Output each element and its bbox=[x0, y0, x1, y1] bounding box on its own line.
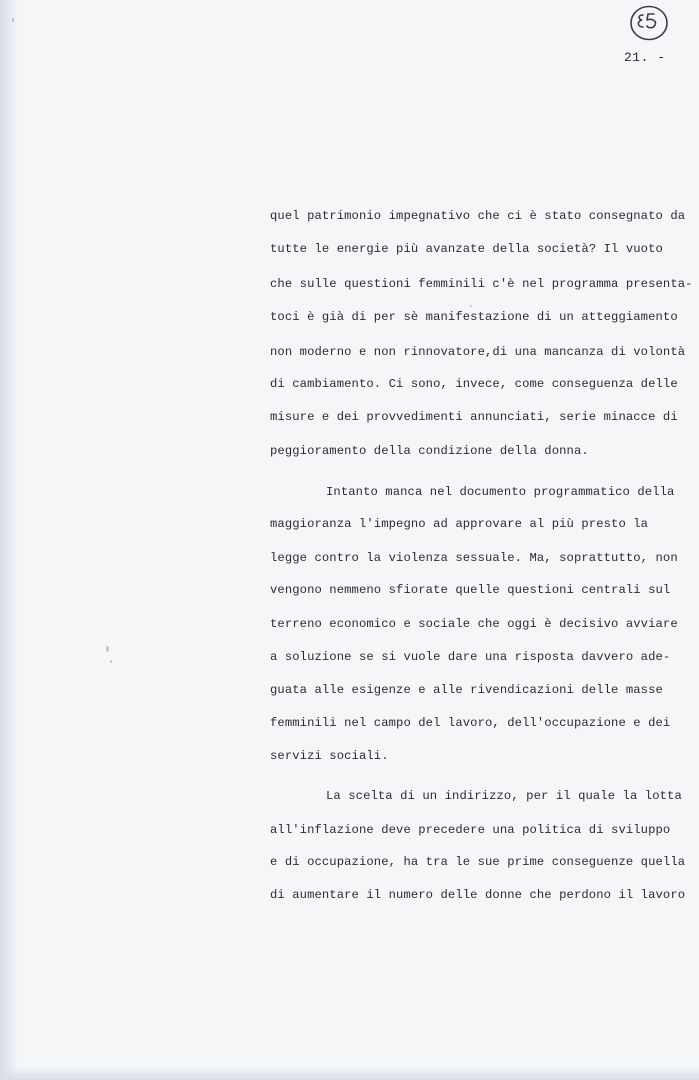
text-line: quel patrimonio impegnativo che ci è stato consegnato da bbox=[270, 209, 686, 223]
text-line: femminili nel campo del lavoro, dell'occupazione e dei bbox=[270, 716, 671, 730]
text-line: non moderno e non rinnovatore,di una mancanza di volontà bbox=[270, 345, 686, 359]
stamp-circle-icon bbox=[628, 4, 670, 44]
scan-speck bbox=[110, 660, 112, 663]
text-line: di cambiamento. Ci sono, invece, come conseguenza delle bbox=[270, 377, 678, 391]
scan-speck bbox=[470, 305, 472, 307]
text-line: servizi sociali. bbox=[270, 749, 389, 763]
text-line: peggioramento della condizione della donna. bbox=[270, 444, 589, 458]
text-line: a soluzione se si vuole dare una risposta davvero ade- bbox=[270, 650, 671, 664]
text-line: toci è già di per sè manifestazione di un atteggiamento bbox=[270, 310, 678, 324]
text-line: vengono nemmeno sfiorate quelle questioni centrali sul bbox=[270, 583, 671, 597]
scan-speck bbox=[12, 18, 14, 22]
text-line: guata alle esigenze e alle rivendicazioni delle masse bbox=[270, 683, 663, 697]
handwritten-page-stamp bbox=[628, 4, 670, 44]
text-line: misure e dei provvedimenti annunciati, serie minacce di bbox=[270, 410, 678, 424]
paragraph-first-line: Intanto manca nel documento programmatico della bbox=[326, 485, 675, 499]
text-line: legge contro la violenza sessuale. Ma, soprattutto, non bbox=[270, 551, 678, 565]
text-line: e di occupazione, ha tra le sue prime conseguenze quella bbox=[270, 855, 686, 869]
text-line: maggioranza l'impegno ad approvare al più presto la bbox=[270, 517, 649, 531]
text-line: all'inflazione deve precedere una politica di sviluppo bbox=[270, 823, 671, 837]
text-line: tutte le energie più avanzate della società? Il vuoto bbox=[270, 242, 663, 256]
page-number: 21. - bbox=[624, 50, 666, 65]
text-line: di aumentare il numero delle donne che perdono il lavoro bbox=[270, 888, 686, 902]
text-line: che sulle questioni femminili c'è nel programma presenta- bbox=[270, 277, 693, 291]
scan-speck bbox=[106, 646, 109, 652]
paragraph-first-line: La scelta di un indirizzo, per il quale la lotta bbox=[326, 789, 682, 803]
text-line: terreno economico e sociale che oggi è decisivo avviare bbox=[270, 617, 678, 631]
